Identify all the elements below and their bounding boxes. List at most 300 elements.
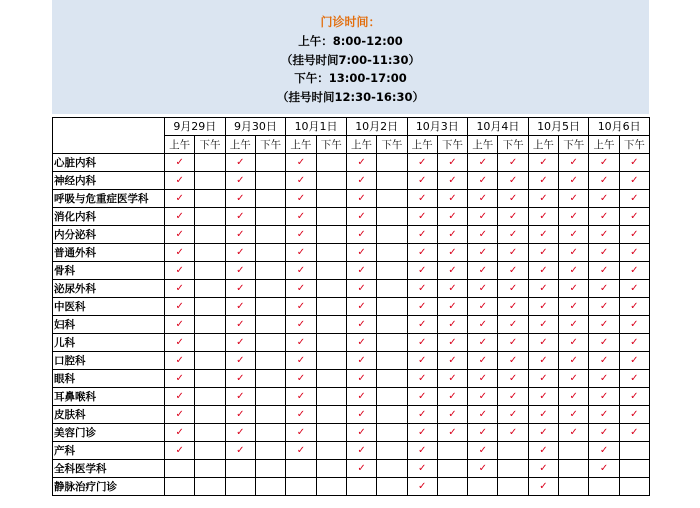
schedule-cell	[559, 406, 589, 424]
schedule-cell	[619, 460, 649, 478]
afternoon-header: 下午	[437, 136, 467, 154]
schedule-cell	[286, 298, 316, 316]
check-icon: ✓	[357, 301, 366, 312]
schedule-cell	[255, 478, 285, 496]
schedule-cell	[619, 244, 649, 262]
schedule-cell	[195, 280, 225, 298]
check-icon: ✓	[175, 337, 184, 348]
department-row	[53, 388, 650, 406]
check-icon: ✓	[175, 175, 184, 186]
schedule-cell	[528, 352, 558, 370]
department-name: 眼科	[53, 370, 165, 388]
date-header: 10月1日	[286, 118, 347, 136]
check-icon: ✓	[539, 463, 548, 474]
check-icon: ✓	[508, 229, 518, 240]
schedule-cell	[589, 460, 619, 478]
schedule-cell	[377, 262, 407, 280]
check-icon: ✓	[539, 391, 548, 402]
check-icon: ✓	[478, 391, 487, 402]
check-icon: ✓	[448, 337, 457, 348]
date-header: 10月4日	[468, 118, 529, 136]
schedule-cell	[498, 172, 528, 190]
schedule-cell	[346, 226, 376, 244]
schedule-cell	[498, 244, 528, 262]
check-icon: ✓	[599, 211, 609, 222]
check-icon: ✓	[357, 175, 366, 186]
schedule-cell	[316, 226, 346, 244]
schedule-cell	[165, 244, 195, 262]
schedule-cell	[225, 460, 255, 478]
schedule-cell	[195, 244, 225, 262]
schedule-cell	[225, 352, 255, 370]
morning-header: 上午	[468, 136, 498, 154]
schedule-cell	[165, 406, 195, 424]
schedule-cell	[286, 190, 316, 208]
check-icon: ✓	[296, 373, 306, 384]
schedule-cell	[377, 424, 407, 442]
schedule-cell	[559, 460, 589, 478]
check-icon: ✓	[296, 391, 306, 402]
department-row	[53, 154, 650, 172]
schedule-cell	[346, 244, 376, 262]
schedule-cell	[316, 442, 346, 460]
schedule-cell	[619, 370, 649, 388]
schedule-cell	[498, 460, 528, 478]
check-icon: ✓	[599, 337, 609, 348]
schedule-cell	[165, 334, 195, 352]
check-icon: ✓	[357, 337, 366, 348]
schedule-cell	[407, 478, 437, 496]
check-icon: ✓	[236, 319, 245, 330]
schedule-cell	[316, 406, 346, 424]
check-icon: ✓	[569, 247, 578, 258]
schedule-cell	[437, 388, 467, 406]
schedule-cell	[589, 226, 619, 244]
schedule-cell	[316, 370, 346, 388]
schedule-cell	[286, 262, 316, 280]
department-row	[53, 406, 650, 424]
schedule-cell	[498, 154, 528, 172]
check-icon: ✓	[357, 229, 366, 240]
check-icon: ✓	[236, 445, 245, 456]
afternoon-registration-hours: （挂号时间12:30-16:30）	[277, 90, 424, 104]
schedule-cell	[498, 478, 528, 496]
schedule-cell	[346, 406, 376, 424]
afternoon-header: 下午	[619, 136, 649, 154]
check-icon: ✓	[599, 409, 609, 420]
check-icon: ✓	[236, 157, 245, 168]
schedule-cell	[528, 424, 558, 442]
check-icon: ✓	[296, 337, 306, 348]
schedule-cell	[619, 424, 649, 442]
schedule-cell	[437, 208, 467, 226]
check-icon: ✓	[569, 265, 578, 276]
schedule-cell	[619, 208, 649, 226]
schedule-cell	[437, 244, 467, 262]
schedule-cell	[377, 190, 407, 208]
department-name: 神经内科	[53, 172, 165, 190]
department-row	[53, 352, 650, 370]
schedule-cell	[377, 154, 407, 172]
schedule-cell	[286, 244, 316, 262]
schedule-cell	[255, 352, 285, 370]
check-icon: ✓	[569, 355, 578, 366]
schedule-cell	[346, 262, 376, 280]
schedule-cell	[619, 388, 649, 406]
check-icon: ✓	[539, 373, 548, 384]
department-name: 妇科	[53, 316, 165, 334]
schedule-cell	[316, 208, 346, 226]
schedule-cell	[589, 352, 619, 370]
schedule-cell	[225, 478, 255, 496]
schedule-cell	[559, 226, 589, 244]
schedule-cell	[346, 442, 376, 460]
department-name: 内分泌科	[53, 226, 165, 244]
check-icon: ✓	[508, 193, 518, 204]
schedule-cell	[528, 244, 558, 262]
schedule-cell	[346, 334, 376, 352]
department-row	[53, 280, 650, 298]
schedule-cell	[498, 298, 528, 316]
schedule-cell	[316, 244, 346, 262]
schedule-cell	[407, 208, 437, 226]
schedule-cell	[377, 370, 407, 388]
department-row	[53, 478, 650, 496]
schedule-cell	[437, 154, 467, 172]
schedule-cell	[407, 370, 437, 388]
department-row	[53, 460, 650, 478]
schedule-cell	[225, 334, 255, 352]
afternoon-header: 下午	[195, 136, 225, 154]
check-icon: ✓	[357, 193, 366, 204]
schedule-cell	[195, 478, 225, 496]
check-icon: ✓	[569, 283, 578, 294]
schedule-cell	[316, 154, 346, 172]
corner-cell	[53, 118, 165, 154]
date-header: 9月29日	[165, 118, 226, 136]
check-icon: ✓	[175, 265, 184, 276]
schedule-cell	[407, 334, 437, 352]
schedule-cell	[255, 424, 285, 442]
schedule-cell	[619, 280, 649, 298]
morning-registration-hours: （挂号时间7:00-11:30）	[281, 53, 420, 67]
schedule-cell	[589, 406, 619, 424]
check-icon: ✓	[296, 445, 306, 456]
schedule-cell	[225, 370, 255, 388]
check-icon: ✓	[630, 193, 639, 204]
check-icon: ✓	[236, 373, 245, 384]
schedule-cell	[346, 460, 376, 478]
department-name: 呼吸与危重症医学科	[53, 190, 165, 208]
check-icon: ✓	[448, 391, 457, 402]
check-icon: ✓	[478, 445, 487, 456]
check-icon: ✓	[599, 175, 609, 186]
check-icon: ✓	[175, 301, 184, 312]
check-icon: ✓	[478, 409, 487, 420]
department-row	[53, 316, 650, 334]
schedule-cell	[468, 388, 498, 406]
date-header-row	[53, 118, 650, 136]
check-icon: ✓	[357, 247, 366, 258]
schedule-cell	[468, 172, 498, 190]
check-icon: ✓	[599, 427, 609, 438]
department-row	[53, 208, 650, 226]
check-icon: ✓	[630, 157, 639, 168]
schedule-cell	[165, 280, 195, 298]
schedule-cell	[225, 298, 255, 316]
schedule-cell	[437, 298, 467, 316]
check-icon: ✓	[357, 373, 366, 384]
check-icon: ✓	[417, 355, 427, 366]
check-icon: ✓	[630, 373, 639, 384]
schedule-cell	[437, 334, 467, 352]
check-icon: ✓	[296, 211, 306, 222]
check-icon: ✓	[448, 373, 457, 384]
schedule-cell	[589, 478, 619, 496]
check-icon: ✓	[569, 193, 578, 204]
check-icon: ✓	[508, 157, 518, 168]
check-icon: ✓	[357, 427, 366, 438]
schedule-cell	[468, 262, 498, 280]
schedule-cell	[559, 334, 589, 352]
schedule-cell	[286, 460, 316, 478]
check-icon: ✓	[599, 247, 609, 258]
check-icon: ✓	[448, 157, 457, 168]
schedule-cell	[286, 406, 316, 424]
schedule-cell	[255, 262, 285, 280]
schedule-cell	[165, 190, 195, 208]
check-icon: ✓	[417, 211, 427, 222]
schedule-cell	[437, 424, 467, 442]
check-icon: ✓	[357, 409, 366, 420]
schedule-cell	[468, 424, 498, 442]
schedule-cell	[255, 244, 285, 262]
check-icon: ✓	[508, 319, 518, 330]
schedule-cell	[468, 406, 498, 424]
schedule-cell	[165, 370, 195, 388]
afternoon-header: 下午	[377, 136, 407, 154]
schedule-cell	[437, 460, 467, 478]
schedule-cell	[195, 172, 225, 190]
schedule-cell	[225, 262, 255, 280]
schedule-cell	[589, 262, 619, 280]
check-icon: ✓	[236, 301, 245, 312]
check-icon: ✓	[296, 319, 306, 330]
schedule-cell	[195, 190, 225, 208]
schedule-cell	[468, 334, 498, 352]
schedule-cell	[468, 352, 498, 370]
schedule-cell	[498, 226, 528, 244]
schedule-cell	[468, 244, 498, 262]
check-icon: ✓	[448, 193, 457, 204]
schedule-cell	[559, 208, 589, 226]
department-name: 产科	[53, 442, 165, 460]
schedule-cell	[528, 298, 558, 316]
schedule-cell	[195, 226, 225, 244]
schedule-cell	[498, 388, 528, 406]
schedule-cell	[195, 208, 225, 226]
check-icon: ✓	[478, 265, 487, 276]
schedule-cell	[528, 406, 558, 424]
schedule-cell	[619, 226, 649, 244]
check-icon: ✓	[417, 247, 427, 258]
schedule-cell	[589, 316, 619, 334]
schedule-cell	[468, 280, 498, 298]
schedule-cell	[377, 172, 407, 190]
check-icon: ✓	[630, 427, 639, 438]
check-icon: ✓	[539, 211, 548, 222]
date-header: 10月5日	[528, 118, 589, 136]
check-icon: ✓	[296, 409, 306, 420]
check-icon: ✓	[478, 427, 487, 438]
schedule-cell	[407, 352, 437, 370]
check-icon: ✓	[448, 427, 457, 438]
schedule-cell	[316, 478, 346, 496]
schedule-cell	[589, 172, 619, 190]
schedule-cell	[407, 442, 437, 460]
schedule-cell	[346, 424, 376, 442]
check-icon: ✓	[236, 211, 245, 222]
afternoon-hours: 下午：13:00-17:00	[294, 71, 407, 85]
department-row	[53, 262, 650, 280]
check-icon: ✓	[599, 229, 609, 240]
schedule-cell	[316, 172, 346, 190]
check-icon: ✓	[417, 301, 427, 312]
check-icon: ✓	[630, 355, 639, 366]
check-icon: ✓	[296, 283, 306, 294]
schedule-cell	[559, 172, 589, 190]
check-icon: ✓	[630, 337, 639, 348]
schedule-cell	[619, 154, 649, 172]
check-icon: ✓	[478, 193, 487, 204]
schedule-cell	[589, 280, 619, 298]
schedule-cell	[589, 208, 619, 226]
schedule-cell	[195, 388, 225, 406]
schedule-cell	[498, 208, 528, 226]
schedule-cell	[559, 442, 589, 460]
schedule-cell	[316, 262, 346, 280]
check-icon: ✓	[539, 319, 548, 330]
clinic-hours-banner	[52, 0, 649, 114]
check-icon: ✓	[175, 157, 184, 168]
morning-header: 上午	[589, 136, 619, 154]
schedule-cell	[407, 172, 437, 190]
check-icon: ✓	[175, 229, 184, 240]
schedule-cell	[589, 334, 619, 352]
check-icon: ✓	[417, 157, 427, 168]
schedule-cell	[225, 424, 255, 442]
schedule-cell	[286, 424, 316, 442]
schedule-cell	[346, 298, 376, 316]
check-icon: ✓	[478, 319, 487, 330]
schedule-cell	[559, 352, 589, 370]
schedule-cell	[528, 226, 558, 244]
check-icon: ✓	[236, 283, 245, 294]
check-icon: ✓	[539, 355, 548, 366]
schedule-cell	[407, 244, 437, 262]
morning-header: 上午	[286, 136, 316, 154]
schedule-cell	[165, 298, 195, 316]
check-icon: ✓	[630, 283, 639, 294]
schedule-cell	[225, 172, 255, 190]
check-icon: ✓	[508, 301, 518, 312]
clinic-hours-title: 门诊时间：	[320, 15, 381, 29]
schedule-cell	[377, 280, 407, 298]
check-icon: ✓	[417, 445, 427, 456]
schedule-cell	[619, 334, 649, 352]
schedule-cell	[528, 262, 558, 280]
schedule-cell	[377, 388, 407, 406]
check-icon: ✓	[417, 463, 427, 474]
department-row	[53, 226, 650, 244]
schedule-cell	[195, 406, 225, 424]
schedule-cell	[316, 280, 346, 298]
schedule-cell	[619, 172, 649, 190]
schedule-cell	[498, 424, 528, 442]
department-name: 美容门诊	[53, 424, 165, 442]
department-name: 中医科	[53, 298, 165, 316]
check-icon: ✓	[539, 337, 548, 348]
check-icon: ✓	[599, 157, 609, 168]
check-icon: ✓	[569, 373, 578, 384]
check-icon: ✓	[175, 319, 184, 330]
schedule-cell	[407, 316, 437, 334]
schedule-cell	[255, 442, 285, 460]
department-name: 骨科	[53, 262, 165, 280]
check-icon: ✓	[599, 193, 609, 204]
schedule-cell	[165, 460, 195, 478]
schedule-cell	[407, 154, 437, 172]
schedule-table	[52, 117, 650, 496]
schedule-cell	[528, 316, 558, 334]
check-icon: ✓	[599, 445, 609, 456]
schedule-cell	[316, 190, 346, 208]
schedule-cell	[437, 280, 467, 298]
schedule-cell	[255, 388, 285, 406]
schedule-cell	[377, 226, 407, 244]
check-icon: ✓	[357, 283, 366, 294]
schedule-cell	[346, 478, 376, 496]
check-icon: ✓	[296, 355, 306, 366]
schedule-cell	[286, 352, 316, 370]
check-icon: ✓	[357, 265, 366, 276]
schedule-cell	[346, 316, 376, 334]
schedule-cell	[528, 154, 558, 172]
schedule-cell	[559, 154, 589, 172]
schedule-cell	[468, 190, 498, 208]
check-icon: ✓	[175, 427, 184, 438]
check-icon: ✓	[448, 355, 457, 366]
check-icon: ✓	[448, 211, 457, 222]
check-icon: ✓	[417, 427, 427, 438]
check-icon: ✓	[236, 229, 245, 240]
schedule-cell	[255, 172, 285, 190]
check-icon: ✓	[236, 265, 245, 276]
schedule-cell	[286, 316, 316, 334]
check-icon: ✓	[236, 409, 245, 420]
check-icon: ✓	[569, 211, 578, 222]
check-icon: ✓	[236, 247, 245, 258]
schedule-cell	[286, 478, 316, 496]
schedule-cell	[619, 442, 649, 460]
check-icon: ✓	[630, 409, 639, 420]
department-name: 儿科	[53, 334, 165, 352]
schedule-cell	[407, 388, 437, 406]
department-name: 皮肤科	[53, 406, 165, 424]
schedule-cell	[498, 334, 528, 352]
schedule-cell	[437, 262, 467, 280]
check-icon: ✓	[539, 265, 548, 276]
